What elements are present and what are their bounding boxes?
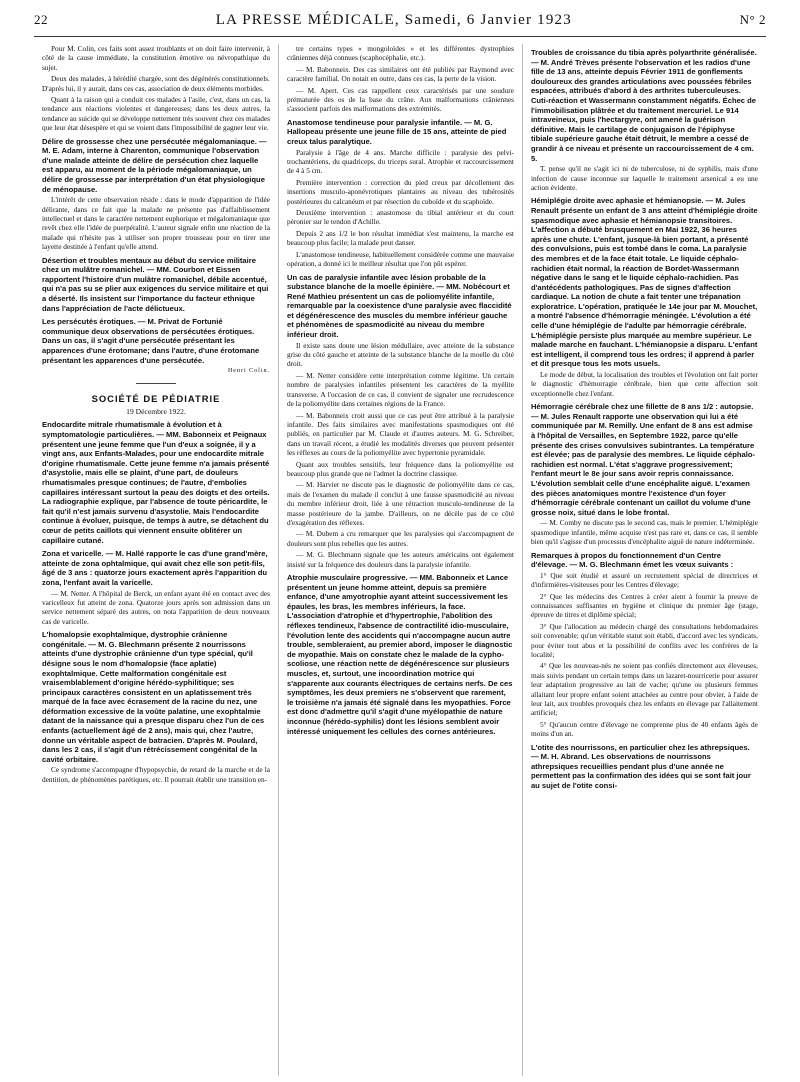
page-header bbox=[34, 12, 766, 34]
section-paragraph-heading: Endocardite mitrale rhumatismale à évolution et à symptomatologie particulières. — MM. Babonneix et Peignaux présentent une jeune femme que l'un d'eux a soignée, il y a vingt ans, aux Enfants-Malades, pour une endocardite mitrale d'origine rhumatismale. Cette jeune femme n'a jamais présenté d'asystolie, mais elle se plaint, d'une part, de douleurs rhumatismales presque continues; de l'autre, d'embolies capillaires intéressant surtout la peau des doigts et des orteils. La radiographie explique, par l'absence de toute péricardite, le fait qu'il n'est jamais survenu d'asystolie. Mais l'endocardite continue à évoluer, puisque, de temps à autre, se détachent du cœur de petits caillots qui viennent ensuite oblitérer un capillaire cutané. bbox=[42, 420, 270, 545]
section-paragraph-heading: Zona et varicelle. — M. Hallé rapporte le cas d'une grand'mère, atteinte de zona ophtalmique, qui avait chez elle son petit-fils, âgé de 3 ans : quatorze jours exactement après l'apparition du zona, l'enfant avait la varicelle. bbox=[42, 549, 268, 587]
column-3 bbox=[522, 44, 766, 1076]
body-paragraph: Ce syndrome s'accompagne d'hypopsychie, de retard de la marche et de la dentition, de phénomènes parétiques, etc. Il pourrait établir une transition en- bbox=[42, 765, 270, 784]
section-paragraph-heading: Délire de grossesse chez une persécutée mégalomaniaque. — M. E. Adam, interne à Charenton, communique l'observation d'une malade atteinte de délire de persécution chez laquelle est apparu, au moment de la période mégalomaniaque, un délire de grossesse par interprétation d'un état physiologique de ménopause. bbox=[42, 136, 267, 194]
section-divider bbox=[136, 383, 176, 384]
body-paragraph: Deux des malades, à hérédité chargée, sont des dégénérés constitutionnels. D'après lui, il y aurait, dans ces cas, association de deux éléments morbides. bbox=[42, 74, 270, 93]
body-paragraph: 1° Que soit étudié et assuré un recrutement spécial de directrices et d'infirmières-visiteuses pour les Centres d'élevage; bbox=[530, 570, 758, 590]
section-paragraph-heading: Anastomose tendineuse pour paralysie infantile. — M. G. Hallopeau présente une jeune fille de 15 ans, atteinte de pied creux talus paralytique. bbox=[286, 117, 507, 147]
section-paragraph-heading: Hémiplégie droite avec aphasie et hémianopsie. — M. Jules Renault présente un enfant de 3 ans atteint d'hémiplégie droite spasmodique avec aphasie et hémianopsie transitoires. L'affection a débuté brusquement en Mai 1922, 36 heures après une chute. L'enfant, jusque-là bien portant, a présenté des convulsions, puis est tombé dans le coma. La paralysie des membres et de la face était totale. Le liquide céphalo-rachidien était normal, la réaction de Bordet-Wassermann négative dans le sang et le liquide céphalo-rachidien. Pas d'antécédents pathologiques. Pas de signes d'affection cardiaque. La notion de chute a fait tenter une trépanation exploratrice. L'opération, pratiquée le 14e jour par M. Mouchet, a montré l'absence d'hémorragie méningée. L'évolution a été celle d'une hémiplégie de l'adulte par hémorragie cérébrale. L'hémiplégie persiste plus marquée au membre supérieur. Le malade marche en fauchant. L'hémianopsie a disparu. L'enfant est intelligent, il comprend tous les ordres; il apprend à parler et dit presque tous les mots usuels. bbox=[530, 196, 758, 369]
society-title: SOCIÉTÉ DE PÉDIATRIE bbox=[91, 392, 221, 404]
body-paragraph: — M. Babonneix. Des cas similaires ont été publiés par Raymond avec caractère familial. On notait en outre, dans ces cas, la perte de la vision. bbox=[286, 64, 514, 84]
body-paragraph: Le mode de début, la localisation des troubles et l'évolution ont fait porter le diagnostic d'hémorragie cérébrale, bien que cette affection soit exceptionnelle chez l'enfant. bbox=[530, 370, 758, 398]
session-date: 19 Décembre 1922. bbox=[126, 407, 186, 416]
body-paragraph: Quant aux troubles sensitifs, leur fréquence dans la poliomyélite est beaucoup plus grande que ne l'admet la doctrine classique. bbox=[286, 459, 514, 478]
column-2 bbox=[278, 44, 522, 1076]
section-paragraph-heading: Remarques à propos du fonctionnement d'un Centre d'élevage. — M. G. Blechmann émet les vœux suivants : bbox=[530, 550, 734, 570]
body-paragraph: Paralysie à l'âge de 4 ans. Marche difficile : paralysie des pelvi-trochantériens, du quadriceps, du triceps sural. Atrophie et raccourcissement de 4 à 5 cm. bbox=[286, 147, 514, 176]
author-signature: Henri Colin. bbox=[227, 368, 270, 375]
body-paragraph: 3° Que l'allocation au médecin chargé des consultations hebdomadaires soit convenable; qu'un véritable statut soit établi, d'accord avec les syndicats, pour éviter tout abus et la possibilité de conflits avec les confrères de la localité; bbox=[530, 621, 758, 660]
journal-title: LA PRESSE MÉDICALE, Samedi, 6 Janvier 1923 bbox=[215, 12, 572, 28]
body-paragraph: Depuis 2 ans 1/2 le bon résultat immédiat s'est maintenu, la marche est beaucoup plus facile; la malade peut danser. bbox=[286, 228, 514, 248]
body-paragraph: 5° Qu'aucun centre d'élevage ne comprenne plus de 40 enfants âgés de moins d'un an. bbox=[530, 719, 758, 739]
body-paragraph: — M. Babonneix croit aussi que ce cas peut être attribué à la paralysie infantile. Des faits similaires avec manifestations spasmodiques ont été publiés, en particulier par M. Claude et d'autres auteurs. M. G. Schreiber, dans un travail récent, a étudié les modalités diverses que peuvent présenter les réflexes au cours de la poliomyélite avec hypertonie pyramidale. bbox=[286, 410, 514, 458]
body-paragraph: 2° Que les médecins des Centres à créer aient à fournir la preuve de connaissances suffisantes en hygiène et clinique du premier âge (stage, épreuve de titres et diplôme spécial; bbox=[530, 591, 758, 620]
body-paragraph: Il existe sans doute une lésion médullaire, avec atteinte de la substance grise du côté gauche et atteinte de la substance blanche de la moelle du côté droit. bbox=[286, 340, 514, 369]
body-paragraph: L'anastomose tendineuse, habituellement considérée comme une mauvaise opération, a donné ici le meilleur résultat que l'on pût espérer. bbox=[286, 249, 514, 269]
body-paragraph: Première intervention : correction du pied creux par décollement des insertions musculo-aponévrotiques plantaires au niveau des tubérosités postérieures du calcanéum et par résection du cuboïde et du scaphoïde. bbox=[286, 177, 514, 206]
section-paragraph-heading: Désertion et troubles mentaux au début du service militaire chez un mulâtre romanichel. — MM. Courbon et Eissen rapportent l'histoire d'un mulâtre romanichel, débile accentué, qui n'a pas su se plier aux exigences du service militaire et qui a déserté. Ils insistent sur l'importance du facteur ethnique dans l'appréciation de l'acte délictueux. bbox=[42, 255, 269, 313]
body-paragraph: — M. Netter considère cette interprétation comme légitime. Un certain nombre de paralysies infantiles présentent les caractères de la myélite transverse. A l'occasion de ce cas, il convient de signaler une recrudescence de la poliomyélite dans certaines régions de la France. bbox=[286, 370, 514, 409]
column-1 bbox=[34, 44, 278, 1076]
body-paragraph: Quant à la raison qui a conduit ces malades à l'asile, c'est, dans un cas, la tendance aux réactions violentes et dangereuses; dans les deux autres, la tendance au suicide qui se développe nettement très souvent chez ces malades que leur état désespère et qui se voient dans l'impossibilité de gagner leur vie. bbox=[42, 95, 270, 133]
body-paragraph: Pour M. Colin, ces faits sont assez troublants et on doit faire intervenir, à côté de la cause immédiate, la constitution émotive ou névropathique du sujet. bbox=[42, 44, 270, 72]
body-paragraph: Deuxième intervention : anastomose du tibial antérieur et du court péronier sur le tendon d'Achille. bbox=[286, 208, 514, 227]
body-paragraph: T. pense qu'il ne s'agit ici ni de tuberculose, ni de syphilis, mais d'une infection de cause inconnue sur laquelle le traitement arsenical a eu une action évidente. bbox=[530, 164, 758, 192]
body-paragraph: — M. Apert. Ces cas rappellent ceux caractérisés par une soudure prématurée des os de la base du crâne. Aux malformations crâniennes s'associent parfois des malformations des extrémités. bbox=[286, 85, 514, 114]
body-paragraph: L'intérêt de cette observation réside : dans le mode d'apparition de l'idée délirante, dans ce fait que la malade ne présente pas d'affaiblissement intellectuel et dans le caractère nettement euphorique et mégalomaniaque que revêt chez elle l'idée de puerpéralité. L'auteur signale enfin une réaction de la malade qui n'hésite pas à utiliser son propre trousseau pour en tirer une layette destinée à l'enfant qu'elle attend. bbox=[42, 195, 270, 252]
body-paragraph: — M. G. Blechmann signale que les auteurs américains ont également insisté sur la fréquence des douleurs dans la paralysie infantile. bbox=[286, 550, 514, 569]
body-paragraph: — M. Dubem a cru remarquer que les paralysies qui s'accompagnent de douleurs sont plus rebelles que les autres. bbox=[286, 529, 514, 548]
page-number: 22 bbox=[34, 12, 48, 27]
body-paragraph: 4° Que les nouveau-nés ne soient pas confiés directement aux éleveuses, mais suivis pendant un certain temps dans un lazaret-nourricerie pour assurer leur adaptation progressive au lait de vache; qu'une ou plusieurs femmes allaitant leur propre enfant soient attachées au centre pour obvier, à l'aide de leur lait, aux troubles provoqués chez les enfants en élevage par l'allaitement artificiel; bbox=[530, 661, 758, 718]
body-paragraph: — M. Comby ne discute pas le second cas, mais le premier. L'hémiplégie spasmodique infantile, même acquise n'est pas rare et, dans ce cas, il semble bien qu'il s'agisse d'un processus d'encéphalite aiguë de nature indéterminée. bbox=[530, 518, 758, 547]
body-paragraph: tre certains types « mongoloïdes » et les différentes dystrophies crâniennes déjà connues (scaphocéphalie, etc.). bbox=[286, 44, 514, 63]
article-columns bbox=[34, 44, 766, 1076]
body-paragraph: — M. Netter. A l'hôpital de Berck, un enfant ayant été en contact avec des varicelleux fut atteint de zona. Quatorze jours après son admission dans un service nettement séparé des autres, on nota l'apparition de deux nouveaux cas de varicelle. bbox=[42, 588, 270, 626]
body-paragraph: — M. Harvier ne discute pas le diagnostic de poliomyélite dans ce cas, mais de l'examen du malade il conclut à une fausse spasmodicité au niveau du membre inférieur droit, liée à une rétraction musculo-tendineuse de la masse postérieure de la jambe. D'ailleurs, on ne décèle pas de ce côté d'exagération des réflexes. bbox=[286, 480, 514, 527]
header-rule bbox=[34, 36, 766, 37]
section-paragraph-heading: Un cas de paralysie infantile avec lésion probable de la substance blanche de la moelle épinière. — MM. Nobécourt et René Mathieu présentent un cas de poliomyélite infantile, remarquable par la coexistence d'une paralysie avec flaccidité et dégénérescence des muscles du membre inférieur gauche et phénomènes de spasmodicité au niveau du membre inférieur droit. bbox=[286, 272, 512, 340]
section-paragraph-heading: Atrophie musculaire progressive. — MM. Babonneix et Lance présentent un jeune homme atteint, depuis sa première enfance, d'une amyotrophie ayant atteint successivement les épaules, les bras, les membres inférieurs, la face. L'association d'atrophie et d'hypertrophie, l'abolition des réflexes tendineux, l'absence de contractilité idio-musculaire, l'évolution lente des accidents qui n'accompagne aucun autre trouble, sembleraient, au premier abord, imposer le diagnostic de myopathie. Mais on constate chez le malade de la cypho-scoliose, une réaction nette de dégénérescence sur plusieurs muscles, et, surtout, une incoordination motrice qui s'apparente aux courants électriques de certains nerfs. De ces symptômes, les deux premiers ne s'observent que rarement, le troisième n'a jamais été signalé dans les myopathies. Force est donc d'admettre qu'il s'agit d'une myélopathie de nature inconnue (hérédo-syphilis) dont les lésions semblent avoir intéressé uniquement les cellules des cornes antérieures. bbox=[286, 573, 513, 736]
section-paragraph-heading: L'homalopsie exophtalmique, dystrophie crânienne congénitale. — M. G. Blechmann présente 2 nourrissons atteints d'une dystrophie crânienne d'un type spécial, qu'il désigne sous le nom d'homalopsie (face aplatie) exophtalmique. Cette malformation congénitale est vraisemblablement d'origine hérédo-syphilitique; ses principaux caractères consistent en un aplatissement très marqué de la face avec écrasement de la racine du nez, une déformation excessive de la voûte palatine, une exophtalmie datant de la naissance qui a presque disparu chez l'un de ces enfants (actuellement âgé de 2 ans), mais qui, chez l'autre, donne un véritable aspect de batracien. D'après M. Poulard, dans les 2 cas, il s'agit d'un rétrécissement congénital de la cavité orbitaire. bbox=[42, 630, 265, 764]
section-paragraph-heading: Hémorragie cérébrale chez une fillette de 8 ans 1/2 : autopsie. — M. Jules Renault rapporte une observation qui lui a été communiquée par M. Remilly. Une enfant de 8 ans est admise à l'hôpital de Versailles, en Septembre 1922, parce qu'elle présente des crises convulsives subintrantes. La température est élevée; pas de paralysie des membres. Le liquide céphalo-rachidien est normal. L'état s'aggrave progressivement; l'enfant meurt le 8e jour sans avoir repris connaissance. L'évolution semblait celle d'une encéphalite aiguë. L'examen des pièces anatomiques montre l'existence d'un foyer d'hémorragie cérébrale contenant un caillot du volume d'une grosse noix, situé dans le lobe frontal. bbox=[530, 402, 756, 517]
section-paragraph-heading: Troubles de croissance du tibia après polyarthrite généralisée. — M. André Trèves présente l'observation et les radios d'une fille de 13 ans, atteinte depuis Février 1911 de gonflements douloureux des grandes articulations avec poussées fébriles espacées, attribués d'abord à des arthrites tuberculeuses. Cuti-réaction et Wassermann constamment négatifs. Échec de l'immobilisation plâtrée et du traitement mercuriel. Le 914 intraveineux, puis l'hectargyre, ont amené la guérison définitive. Mais le cartilage de conjugaison de l'épiphyse tibiale supérieure gauche était détruit, le membre a cessé de grandir à ce niveau et présente un raccourcissement de 4 cm. 5. bbox=[530, 48, 757, 163]
section-paragraph-heading: Les persécutés érotiques. — M. Privat de Fortunié communique deux observations de persécutées érotiques. Dans un cas, il s'agit d'une persécutée présentant les apparences d'une érotomane; dans l'autre, d'une érotomane présentant les apparences d'une persécutée. bbox=[42, 317, 260, 365]
section-paragraph-heading: L'otite des nourrissons, en particulier chez les athrepsiques. — M. H. Abrand. Les observations de nourrissons athrepsiques recueillies pendant plus d'une année ne permettent pas la confirmation des idées qui se sont fait jour au sujet de l'otite consi- bbox=[530, 742, 751, 791]
issue-number: N° 2 bbox=[739, 12, 766, 27]
